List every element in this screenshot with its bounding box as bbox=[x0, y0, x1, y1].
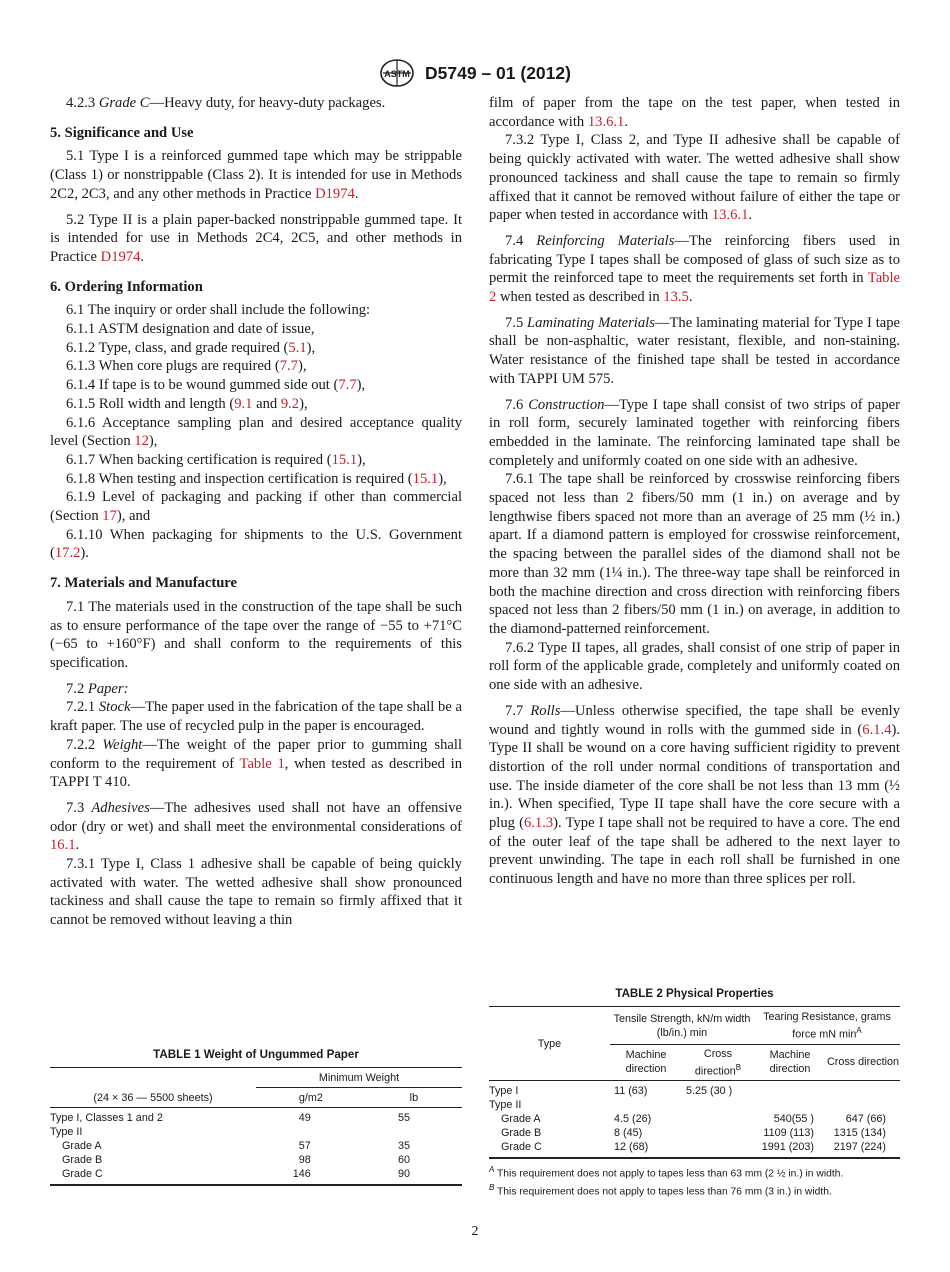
paragraph-6-1-6: 6.1.6 Acceptance sampling plan and desired acceptance quality level (Section 12), bbox=[50, 414, 462, 450]
paragraph-7-5: 7.5 Laminating Materials—The laminating material for Type I tape shall be non-asphaltic, water resistant, flexible, and non-staining. Water resistance of the finished tape shall be tested in accordance with TAPPI UM 575. bbox=[489, 314, 901, 387]
table-cell: 5.25 (30 ) bbox=[686, 1084, 733, 1097]
table-cell bbox=[682, 1140, 754, 1158]
table-cell bbox=[682, 1126, 754, 1140]
table-cell bbox=[826, 1098, 900, 1112]
table-cell bbox=[682, 1112, 754, 1126]
paragraph-7-7: 7.7 Rolls—Unless otherwise specified, the tape shall be evenly wound and tightly wound in rolls with the gummed side in (6.1.4). Type II shall be wound on a core having sufficient rigidity to prevent distortion of the roll under normal conditions of transportation and use. The inside diameter of the core shall be not less than 13 mm (½ in.). When specified, Type II tape shall have the core secure with a plug (6.1.3). Type I tape shall not be required to have a core. The end of the outer leaf of the tape shall be adhered to the next layer to prevent unwinding. The tape in each roll shall be furnished in one continuous length and have no more than three splices per roll. bbox=[489, 702, 900, 888]
table-cell: Type II bbox=[50, 1125, 83, 1138]
table-cell: 4.5 (26) bbox=[614, 1112, 652, 1125]
table-row bbox=[489, 1081, 900, 1098]
table-row bbox=[50, 1125, 462, 1139]
paragraph-6-1-4: 6.1.4 If tape is to be wound gummed side out (7.7), bbox=[66, 377, 366, 394]
paragraph-7-3-2: 7.3.2 Type I, Class 2, and Type II adhesive shall be capable of being quickly activated with water. The wetted adhesive shall show pronounced tackiness and shall cause the tape to remain so firmly affixed that it cannot be removed without failure of either the tape or paper when tested in accordance with 13.6.1. bbox=[489, 132, 900, 224]
table-2-subheader: Cross direction bbox=[826, 1056, 899, 1069]
table-cell: 57 bbox=[298, 1139, 311, 1152]
table-cell: 1991 (203) bbox=[761, 1140, 814, 1153]
paragraph-6-1: 6.1 The inquiry or order shall include the following: bbox=[66, 302, 371, 319]
table-row bbox=[489, 1112, 900, 1126]
table-cell: 49 bbox=[298, 1111, 311, 1124]
paragraph-5-1: 5.1 Type I is a reinforced gummed tape which may be strippable (Class 1) or nonstrippable (Class 2). It is intended for use in Methods 2C2, 2C3, and any other methods in Practice D1974. bbox=[50, 148, 462, 202]
link-16-1[interactable]: 16.1 bbox=[50, 837, 76, 854]
paragraph-6-1-1: 6.1.1 ASTM designation and date of issue, bbox=[66, 321, 315, 338]
table-cell: 55 bbox=[397, 1111, 410, 1124]
table-2-footnotes bbox=[489, 1163, 900, 1200]
table-row bbox=[50, 1139, 462, 1153]
link-d1974[interactable]: D1974 bbox=[100, 248, 141, 265]
table-1-group-header: Minimum Weight bbox=[256, 1068, 462, 1088]
table-cell: Grade A bbox=[501, 1112, 541, 1125]
table-row bbox=[489, 1098, 900, 1112]
table-cell bbox=[366, 1125, 462, 1139]
paragraph-7-6-2: 7.6.2 Type II tapes, all grades, shall consist of one strip of paper in roll form of the applicable grade, completely and uniformly coated on one side with an adhesive. bbox=[489, 639, 900, 694]
table-cell: 11 (63) bbox=[614, 1084, 648, 1097]
paragraph-7-2-2: 7.2.2 Weight—The weight of the paper prior to gumming shall conform to the requirement of Table 1, when tested as described in TAPPI T 410. bbox=[50, 736, 463, 791]
link-9-2[interactable]: 9.2 bbox=[280, 395, 300, 412]
table-cell: 98 bbox=[298, 1153, 311, 1166]
table-cell: 12 (68) bbox=[614, 1140, 649, 1153]
link-7-7[interactable]: 7.7 bbox=[338, 377, 357, 394]
table-1-header-cell: g/m2 bbox=[298, 1092, 323, 1104]
table-row bbox=[50, 1153, 462, 1167]
link-6-1-3[interactable]: 6.1.3 bbox=[523, 815, 554, 832]
table-cell: Grade A bbox=[62, 1139, 102, 1152]
link-15-1[interactable]: 15.1 bbox=[412, 470, 439, 487]
paragraph-6-1-9: 6.1.9 Level of packaging and packing if other than commercial (Section 17), and bbox=[50, 489, 462, 525]
link-7-7[interactable]: 7.7 bbox=[279, 358, 298, 375]
page-header bbox=[0, 58, 950, 88]
table-cell: 2197 (224) bbox=[833, 1140, 886, 1153]
table-row bbox=[50, 1167, 462, 1185]
document-designation: D5749 – 01 (2012) bbox=[425, 62, 571, 83]
table-cell bbox=[754, 1098, 826, 1112]
table-cell: 8 (45) bbox=[614, 1126, 643, 1139]
table-cell: Type I, Classes 1 and 2 bbox=[50, 1111, 163, 1124]
link-6-1-4[interactable]: 6.1.4 bbox=[862, 721, 892, 738]
paragraph-7-2-1: 7.2.1 Stock—The paper used in the fabrication of the tape shall be a kraft paper. The use of recycled pulp in the paper is encouraged. bbox=[50, 699, 462, 735]
table-1-grid bbox=[50, 1067, 462, 1186]
table-cell bbox=[754, 1081, 826, 1098]
paragraph-6-1-5: 6.1.5 Roll width and length (9.1 and 9.2), bbox=[66, 395, 308, 412]
section-7-heading: 7. Materials and Manufacture bbox=[50, 575, 237, 592]
paragraph-7-2: 7.2 Paper: bbox=[66, 680, 129, 697]
table-1-header-cell: lb bbox=[409, 1092, 419, 1104]
paragraph-7-4: 7.4 Reinforcing Materials—The reinforcing fibers used in fabricating Type I tapes shall be composed of glass of such size as to permit the reinforced tape to meet the requirements set forth in Table 2 when tested as described in 13.5. bbox=[489, 232, 900, 306]
link-9-1[interactable]: 9.1 bbox=[234, 395, 253, 412]
table-2-grid bbox=[489, 1006, 900, 1159]
table-1 bbox=[50, 1048, 462, 1186]
table-cell: Grade B bbox=[62, 1153, 103, 1166]
astm-logo-icon bbox=[379, 58, 415, 88]
link-15-1[interactable]: 15.1 bbox=[331, 451, 358, 468]
link-section-17[interactable]: 17 bbox=[102, 508, 117, 525]
table-2-type-header: Type bbox=[489, 1007, 610, 1081]
table-2-caption: TABLE 2 Physical Properties bbox=[615, 987, 774, 1000]
table-1-header-cell: (24 × 36 — 5500 sheets) bbox=[93, 1091, 213, 1104]
table-cell: 540(55 ) bbox=[773, 1112, 814, 1125]
table-row bbox=[50, 1108, 462, 1125]
link-13-5[interactable]: 13.5 bbox=[663, 289, 689, 306]
table-2-tensile-header: Tensile Strength, kN/m width (lb/in.) min bbox=[610, 1007, 754, 1045]
paragraph-6-1-10: 6.1.10 When packaging for shipments to the U.S. Government (17.2). bbox=[50, 526, 462, 562]
table-cell: 647 (66) bbox=[845, 1112, 886, 1125]
link-5-1[interactable]: 5.1 bbox=[288, 339, 307, 356]
paragraph-7-3-1-continued: film of paper from the tape on the test paper, when tested in accordance with 13.6.1. bbox=[489, 95, 900, 130]
table-2 bbox=[489, 987, 900, 1200]
footnote-a: $^A$ This requirement does not apply to tapes less than 63 mm (2 ½ in.) in width. bbox=[489, 1164, 844, 1180]
svg-text:ASTM: ASTM bbox=[384, 69, 410, 79]
link-d1974[interactable]: D1974 bbox=[315, 185, 355, 202]
table-row bbox=[489, 1140, 900, 1158]
paragraph-7-3: 7.3 Adhesives—The adhesives used shall not have an offensive odor (dry or wet) and shall meet the environmental considerations of 16.1. bbox=[50, 799, 462, 854]
table-cell bbox=[256, 1125, 366, 1139]
paragraph-6-1-8: 6.1.8 When testing and inspection certification is required (15.1), bbox=[66, 470, 447, 487]
table-cell: 1109 (113) bbox=[763, 1126, 814, 1139]
table-cell bbox=[610, 1098, 682, 1112]
paragraph-7-3-1: 7.3.1 Type I, Class 1 adhesive shall be capable of being quickly activated with water. The wetted adhesive shall show pronounced tackiness and shall cause the tape to remain so firmly affixed that it cannot be removed without leaving a thin bbox=[50, 856, 462, 929]
paragraph-6-1-3: 6.1.3 When core plugs are required (7.7), bbox=[66, 358, 307, 375]
link-13-6-1[interactable]: 13.6.1 bbox=[711, 207, 749, 224]
table-row bbox=[489, 1126, 900, 1140]
section-6-heading: 6. Ordering Information bbox=[50, 278, 203, 295]
paragraph-5-2: 5.2 Type II is a plain paper-backed nonstrippable gummed tape. It is intended for use in Methods 2C4, 2C5, and other methods in Practice D1974. bbox=[50, 211, 462, 265]
table-cell: 1315 (134) bbox=[833, 1126, 886, 1139]
paragraph-4-2-3: 4.2.3 Grade C—Heavy duty, for heavy-duty packages. bbox=[66, 95, 386, 111]
table-2-subheader: Cross direction$^B$ bbox=[694, 1047, 742, 1078]
page-number: 2 bbox=[471, 1224, 479, 1239]
section-5-heading: 5. Significance and Use bbox=[50, 124, 194, 141]
left-column bbox=[50, 94, 462, 930]
table-cell: Grade C bbox=[501, 1140, 542, 1153]
paragraph-6-1-7: 6.1.7 When backing certification is required (15.1), bbox=[66, 451, 366, 468]
table-cell: Grade B bbox=[501, 1126, 542, 1139]
table-2-tearing-header: Tearing Resistance, grams force mN $\min^A$ bbox=[754, 1007, 900, 1045]
right-column bbox=[489, 94, 900, 889]
link-17-2[interactable]: 17.2 bbox=[54, 545, 81, 562]
footnote-b: $^B$ This requirement does not apply to tapes less than 76 mm (3 in.) in width. bbox=[489, 1183, 832, 1198]
table-cell: 60 bbox=[397, 1153, 410, 1166]
link-table-1[interactable]: Table 1 bbox=[239, 755, 285, 772]
table-cell: Type I bbox=[489, 1084, 519, 1097]
table-2-subheader: Machine direction bbox=[625, 1049, 667, 1076]
table-cell: Type II bbox=[489, 1098, 522, 1111]
table-1-caption: TABLE 1 Weight of Ungummed Paper bbox=[153, 1048, 359, 1061]
paragraph-6-1-2: 6.1.2 Type, class, and grade required (5.1), bbox=[66, 339, 316, 356]
paragraph-7-6-1: 7.6.1 The tape shall be reinforced by crosswise reinforcing fibers spaced not less than 2 fibers/50 mm (1 in.) on average and by lengthwise fibers spaced not more than an average of 25 mm (½ in.) apart. If a diamond pattern is employed for crosswise reinforcement, the spacing between the parallel sides of the diamond shall not be more than 32 mm (1¼ in.). The three-way tape shall be reinforced in both the machine direction and cross direction with reinforcing fibers spaced not less than 2 fibers/50 mm (1 in.) on average, in addition to the diamond-patterned reinforcement. bbox=[489, 471, 900, 637]
table-cell: 90 bbox=[397, 1167, 410, 1180]
paragraph-7-6: 7.6 Construction—Type I tape shall consist of two strips of paper in roll form, securely laminated together with reinforcing fibers embedded in the laminate. The reinforcing laminated tape shall be completely and uniformly coated on one side with an adhesive. bbox=[489, 396, 900, 469]
table-cell: Grade C bbox=[62, 1167, 103, 1180]
paragraph-7-1: 7.1 The materials used in the construction of the tape shall be such as to ensure performance of the tape over the range of −55 to +71°C (−65 to +160°F) and shall conform to the requirements of this specification. bbox=[50, 598, 462, 671]
link-table-2[interactable]: Table 2 bbox=[489, 270, 900, 306]
table-2-subheader: Machine direction bbox=[769, 1049, 811, 1076]
table-cell: 146 bbox=[292, 1167, 311, 1180]
link-section-12[interactable]: 12 bbox=[134, 433, 149, 450]
table-cell bbox=[826, 1081, 900, 1098]
link-13-6-1[interactable]: 13.6.1 bbox=[587, 113, 625, 130]
table-cell: 35 bbox=[397, 1139, 410, 1152]
table-cell bbox=[682, 1098, 754, 1112]
